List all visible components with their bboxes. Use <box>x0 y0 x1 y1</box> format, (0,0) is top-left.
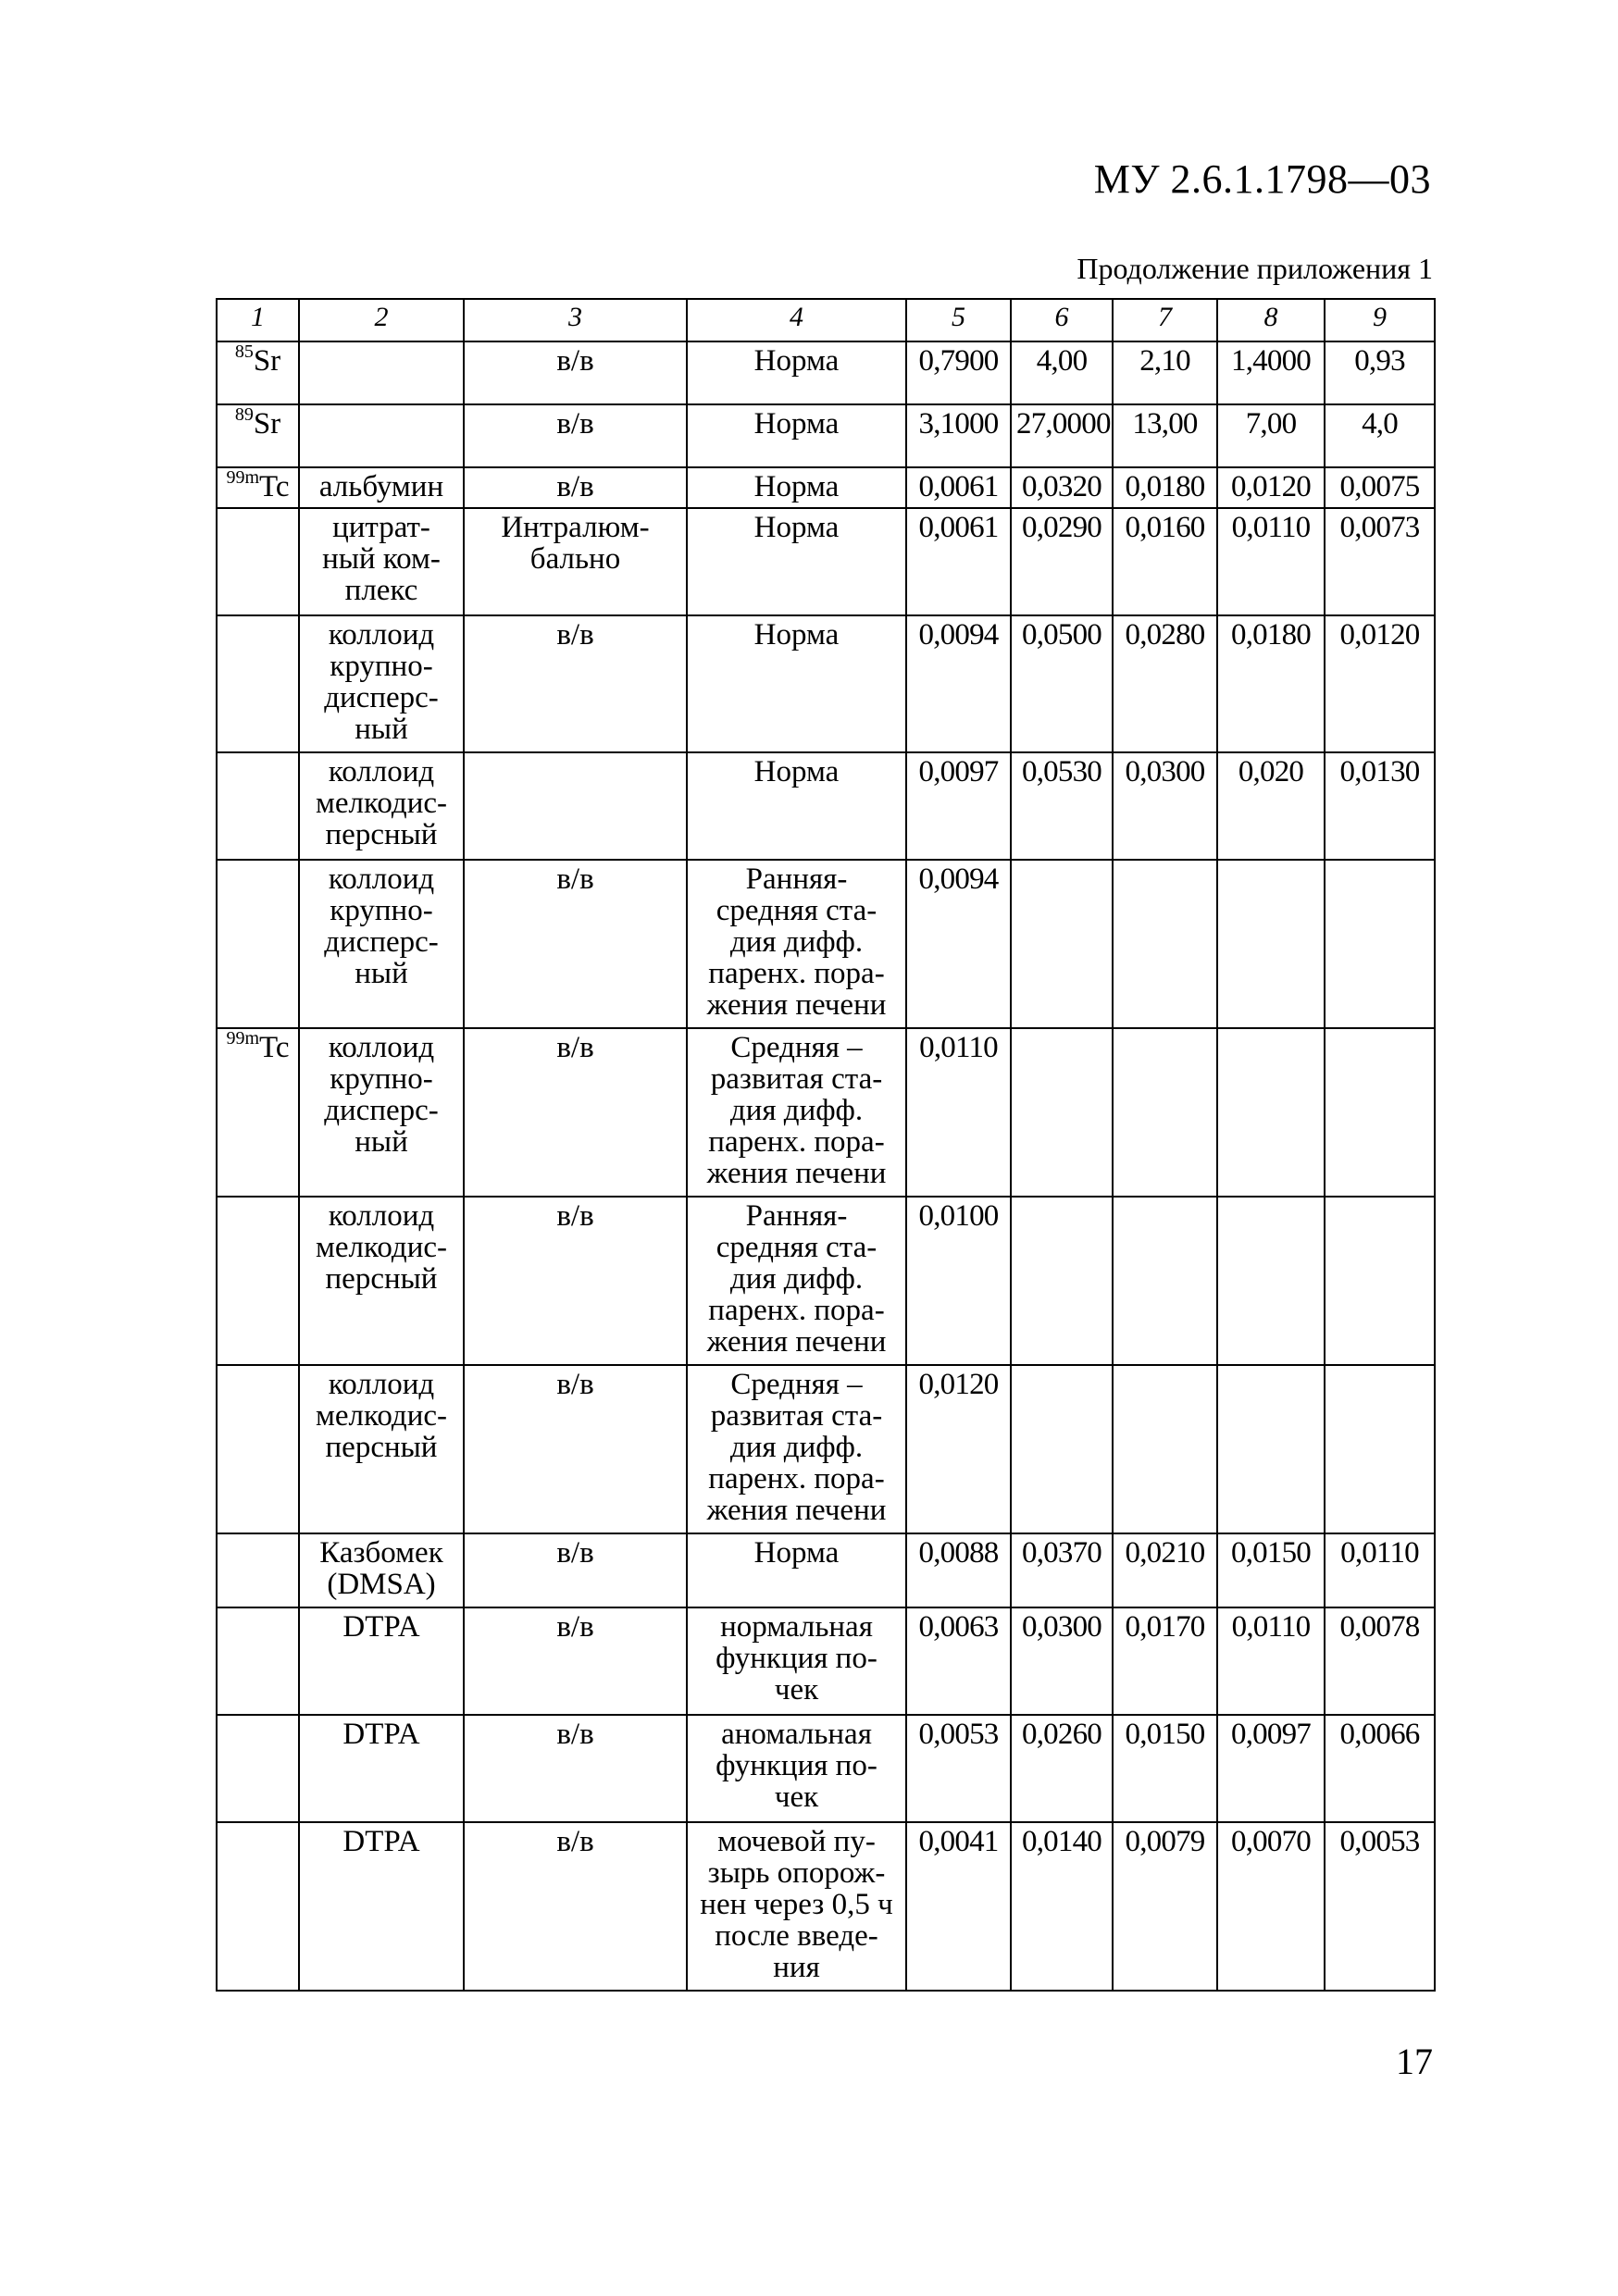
cell-text: цитрат- ный ком- плекс <box>322 511 441 607</box>
value-col7-cell <box>1113 404 1217 467</box>
cell-text: 0,0370 <box>1022 1536 1101 1570</box>
cell-text: 0,0170 <box>1125 1610 1205 1644</box>
cell-text: 27,0000 <box>1016 407 1111 441</box>
cell-text: 0,0094 <box>918 863 999 896</box>
nuclide-mass-number: 89 <box>234 404 254 425</box>
cell-text: коллоид крупно- дисперс- ный <box>324 1031 439 1159</box>
nuclide-cell <box>217 1533 299 1607</box>
table-row <box>217 467 1435 508</box>
cell-text: в/в <box>556 863 594 896</box>
value-col5-cell <box>906 1028 1011 1197</box>
value-col6-cell <box>1011 1533 1113 1607</box>
column-header: 5 <box>906 299 1011 341</box>
cell-text: Норма <box>753 755 840 788</box>
value-col8-cell <box>1217 1028 1325 1197</box>
value-col9-cell <box>1325 404 1435 467</box>
cell-text: 0,0500 <box>1022 618 1101 652</box>
cell-text: нормальная функция по- чек <box>716 1610 877 1706</box>
nuclide-cell <box>217 1607 299 1715</box>
condition-cell <box>687 1028 906 1197</box>
condition-cell <box>687 752 906 860</box>
cell-text: 0,93 <box>1354 344 1405 378</box>
table-row <box>217 341 1435 404</box>
nuclide-cell <box>217 467 299 508</box>
value-col6-cell <box>1011 1028 1113 1197</box>
value-col6-cell <box>1011 1822 1113 1991</box>
value-col6-cell <box>1011 615 1113 752</box>
value-col5-cell <box>906 1607 1011 1715</box>
value-col9-cell <box>1325 752 1435 860</box>
cell-text: коллоид мелкодис- персный <box>316 1199 447 1296</box>
condition-cell <box>687 1715 906 1822</box>
nuclide-cell <box>217 752 299 860</box>
value-col5-cell <box>906 1715 1011 1822</box>
value-col9-cell <box>1325 1197 1435 1365</box>
cell-text: коллоид мелкодис- персный <box>316 755 447 851</box>
value-col5-cell <box>906 404 1011 467</box>
value-col9-cell <box>1325 1715 1435 1822</box>
cell-text: 0,0210 <box>1125 1536 1205 1570</box>
nuclide-symbol: Sr <box>253 344 281 378</box>
table-row <box>217 404 1435 467</box>
value-col6-cell <box>1011 508 1113 615</box>
nuclide-mass-number: 85 <box>234 341 254 362</box>
value-col5-cell <box>906 467 1011 508</box>
nuclide-symbol: Tc <box>259 1031 290 1064</box>
cell-text: коллоид крупно- дисперс- ный <box>324 863 439 990</box>
compound-cell <box>299 1197 464 1365</box>
cell-text: 13,00 <box>1132 407 1198 441</box>
cell-text: 0,0061 <box>918 511 999 544</box>
cell-text: 0,0260 <box>1022 1718 1101 1751</box>
nuclide-cell <box>217 1822 299 1991</box>
column-header: 2 <box>299 299 464 341</box>
cell-text: в/в <box>556 1199 594 1233</box>
value-col9-cell <box>1325 1365 1435 1533</box>
cell-text: Норма <box>753 470 840 503</box>
column-header: 4 <box>687 299 906 341</box>
cell-text: в/в <box>556 1031 594 1064</box>
value-col7-cell <box>1113 615 1217 752</box>
route-cell <box>464 467 687 508</box>
cell-text: 0,0120 <box>1231 470 1311 503</box>
value-col8-cell <box>1217 1365 1325 1533</box>
cell-text: 0,0078 <box>1339 1610 1420 1644</box>
compound-cell <box>299 1533 464 1607</box>
cell-text: 0,0070 <box>1231 1825 1311 1858</box>
condition-cell <box>687 508 906 615</box>
value-col7-cell <box>1113 752 1217 860</box>
value-col7-cell <box>1113 1197 1217 1365</box>
value-col9-cell <box>1325 1533 1435 1607</box>
cell-text: 0,0130 <box>1339 755 1420 788</box>
value-col8-cell <box>1217 1715 1325 1822</box>
cell-text: Средняя – развитая ста- дия дифф. паренх. пора- жения печени <box>706 1368 887 1527</box>
column-header: 9 <box>1325 299 1435 341</box>
compound-cell <box>299 860 464 1028</box>
table-row <box>217 1365 1435 1533</box>
route-cell <box>464 752 687 860</box>
cell-text: 0,0041 <box>918 1825 999 1858</box>
cell-text: Норма <box>753 407 840 441</box>
route-cell <box>464 1365 687 1533</box>
compound-cell <box>299 615 464 752</box>
column-header: 1 <box>217 299 299 341</box>
value-col9-cell <box>1325 467 1435 508</box>
compound-cell <box>299 404 464 467</box>
condition-cell <box>687 1607 906 1715</box>
value-col5-cell <box>906 341 1011 404</box>
value-col6-cell <box>1011 1607 1113 1715</box>
cell-text: 0,0110 <box>919 1031 998 1064</box>
condition-cell <box>687 404 906 467</box>
cell-text: 0,0110 <box>1231 511 1311 544</box>
table-row <box>217 615 1435 752</box>
value-col6-cell <box>1011 1365 1113 1533</box>
cell-text: 0,0180 <box>1125 470 1205 503</box>
cell-text: 4,00 <box>1036 344 1088 378</box>
cell-text: в/в <box>556 618 594 652</box>
table-row <box>217 1822 1435 1991</box>
cell-text: 4,0 <box>1362 407 1398 441</box>
cell-text: в/в <box>556 1368 594 1401</box>
value-col8-cell <box>1217 467 1325 508</box>
cell-text: 0,0053 <box>918 1718 999 1751</box>
value-col7-cell <box>1113 1028 1217 1197</box>
cell-text: Ранняя- средняя ста- дия дифф. паренх. пора- жения печени <box>706 1199 887 1359</box>
condition-cell <box>687 467 906 508</box>
cell-text: Норма <box>753 1536 840 1570</box>
value-col7-cell <box>1113 1715 1217 1822</box>
cell-text: 0,0290 <box>1022 511 1101 544</box>
cell-text: 0,020 <box>1238 755 1304 788</box>
nuclide-cell <box>217 404 299 467</box>
value-col5-cell <box>906 752 1011 860</box>
cell-text: 0,0180 <box>1231 618 1311 652</box>
cell-text: 0,0066 <box>1339 1718 1420 1751</box>
value-col7-cell <box>1113 1607 1217 1715</box>
value-col8-cell <box>1217 1197 1325 1365</box>
value-col6-cell <box>1011 467 1113 508</box>
cell-text: Норма <box>753 618 840 652</box>
cell-text: 0,0110 <box>1340 1536 1419 1570</box>
value-col5-cell <box>906 615 1011 752</box>
cell-text: 0,0530 <box>1022 755 1101 788</box>
compound-cell <box>299 1822 464 1991</box>
cell-text: 0,0150 <box>1125 1718 1205 1751</box>
nuclide-mass-number: 99m <box>226 1028 260 1049</box>
cell-text: 2,10 <box>1139 344 1190 378</box>
cell-text: в/в <box>556 1610 594 1644</box>
cell-text: 0,0100 <box>918 1199 999 1233</box>
cell-text: 0,0280 <box>1125 618 1205 652</box>
value-col8-cell <box>1217 404 1325 467</box>
cell-text: 0,0150 <box>1231 1536 1311 1570</box>
table-row <box>217 1197 1435 1365</box>
cell-text: Интралюм- бально <box>501 511 650 576</box>
condition-cell <box>687 341 906 404</box>
value-col8-cell <box>1217 1607 1325 1715</box>
table-row <box>217 1715 1435 1822</box>
table-row <box>217 508 1435 615</box>
nuclide-symbol: Tc <box>259 470 290 503</box>
value-col9-cell <box>1325 508 1435 615</box>
value-col9-cell <box>1325 1822 1435 1991</box>
column-header: 8 <box>1217 299 1325 341</box>
compound-cell <box>299 508 464 615</box>
cell-text: 0,0094 <box>918 618 999 652</box>
value-col8-cell <box>1217 860 1325 1028</box>
nuclide-symbol: Sr <box>253 407 281 441</box>
cell-text: 0,0110 <box>1231 1610 1311 1644</box>
cell-text: DTPA <box>342 1825 420 1858</box>
value-col8-cell <box>1217 1533 1325 1607</box>
cell-text: 0,0160 <box>1125 511 1205 544</box>
cell-text: 0,0300 <box>1125 755 1205 788</box>
nuclide-cell <box>217 1197 299 1365</box>
cell-text: в/в <box>556 1825 594 1858</box>
value-col9-cell <box>1325 860 1435 1028</box>
value-col6-cell <box>1011 860 1113 1028</box>
nuclide-cell <box>217 860 299 1028</box>
cell-text: 0,0073 <box>1339 511 1420 544</box>
compound-cell <box>299 752 464 860</box>
value-col7-cell <box>1113 467 1217 508</box>
column-header: 7 <box>1113 299 1217 341</box>
value-col8-cell <box>1217 752 1325 860</box>
value-col5-cell <box>906 1197 1011 1365</box>
value-col6-cell <box>1011 1197 1113 1365</box>
condition-cell <box>687 1197 906 1365</box>
nuclide-cell <box>217 1715 299 1822</box>
route-cell <box>464 341 687 404</box>
cell-text: в/в <box>556 344 594 378</box>
value-col9-cell <box>1325 1607 1435 1715</box>
cell-text: Средняя – развитая ста- дия дифф. паренх. пора- жения печени <box>706 1031 887 1190</box>
table-row <box>217 1533 1435 1607</box>
value-col5-cell <box>906 508 1011 615</box>
cell-text: 0,0088 <box>918 1536 999 1570</box>
cell-text: в/в <box>556 470 594 503</box>
route-cell <box>464 404 687 467</box>
appendix-continuation-label: Продолжение приложения 1 <box>1077 252 1433 285</box>
condition-cell <box>687 1365 906 1533</box>
cell-text: Казбомек (DMSA) <box>319 1536 443 1601</box>
condition-cell <box>687 860 906 1028</box>
route-cell <box>464 860 687 1028</box>
cell-text: аномальная функция по- чек <box>716 1718 877 1814</box>
nuclide-cell <box>217 615 299 752</box>
value-col7-cell <box>1113 341 1217 404</box>
nuclide-cell <box>217 508 299 615</box>
cell-text: Ранняя- средняя ста- дия дифф. паренх. пора- жения печени <box>706 863 887 1022</box>
cell-text: 0,0075 <box>1339 470 1420 503</box>
cell-text: 0,7900 <box>918 344 999 378</box>
value-col5-cell <box>906 1822 1011 1991</box>
cell-text: в/в <box>556 1718 594 1751</box>
nuclide-cell <box>217 341 299 404</box>
value-col5-cell <box>906 860 1011 1028</box>
value-col6-cell <box>1011 1715 1113 1822</box>
compound-cell <box>299 467 464 508</box>
document-code: МУ 2.6.1.1798—03 <box>1093 156 1431 202</box>
cell-text: DTPA <box>342 1718 420 1751</box>
compound-cell <box>299 1607 464 1715</box>
value-col7-cell <box>1113 860 1217 1028</box>
value-col8-cell <box>1217 615 1325 752</box>
cell-text: 0,0320 <box>1022 470 1101 503</box>
value-col6-cell <box>1011 404 1113 467</box>
route-cell <box>464 1607 687 1715</box>
cell-text: коллоид крупно- дисперс- ный <box>324 618 439 746</box>
route-cell <box>464 1715 687 1822</box>
value-col9-cell <box>1325 341 1435 404</box>
cell-text: 0,0097 <box>1231 1718 1311 1751</box>
compound-cell <box>299 1365 464 1533</box>
nuclide-mass-number: 99m <box>226 467 260 488</box>
compound-cell <box>299 1028 464 1197</box>
cell-text: 7,00 <box>1245 407 1297 441</box>
table-row <box>217 1028 1435 1197</box>
value-col5-cell <box>906 1533 1011 1607</box>
cell-text: 0,0061 <box>918 470 999 503</box>
cell-text: 0,0120 <box>1339 618 1420 652</box>
route-cell <box>464 1822 687 1991</box>
cell-text: коллоид мелкодис- персный <box>316 1368 447 1464</box>
cell-text: 0,0079 <box>1125 1825 1205 1858</box>
route-cell <box>464 508 687 615</box>
condition-cell <box>687 1533 906 1607</box>
value-col7-cell <box>1113 1822 1217 1991</box>
cell-text: альбумин <box>318 470 444 503</box>
value-col7-cell <box>1113 1533 1217 1607</box>
column-header: 3 <box>464 299 687 341</box>
value-col8-cell <box>1217 341 1325 404</box>
route-cell <box>464 1197 687 1365</box>
page-number: 17 <box>1396 2041 1433 2082</box>
value-col8-cell <box>1217 1822 1325 1991</box>
nuclide-cell <box>217 1365 299 1533</box>
value-col9-cell <box>1325 1028 1435 1197</box>
cell-text: 0,0140 <box>1022 1825 1101 1858</box>
cell-text: 0,0120 <box>918 1368 999 1401</box>
cell-text: 1,4000 <box>1231 344 1311 378</box>
value-col5-cell <box>906 1365 1011 1533</box>
cell-text: 3,1000 <box>918 407 999 441</box>
cell-text: 0,0053 <box>1339 1825 1420 1858</box>
value-col7-cell <box>1113 508 1217 615</box>
nuclide-cell <box>217 1028 299 1197</box>
condition-cell <box>687 615 906 752</box>
cell-text: 0,0063 <box>918 1610 999 1644</box>
table-row <box>217 752 1435 860</box>
condition-cell <box>687 1822 906 1991</box>
compound-cell <box>299 341 464 404</box>
route-cell <box>464 615 687 752</box>
route-cell <box>464 1028 687 1197</box>
value-col9-cell <box>1325 615 1435 752</box>
cell-text: Норма <box>753 344 840 378</box>
table-row <box>217 1607 1435 1715</box>
cell-text: DTPA <box>342 1610 420 1644</box>
value-col6-cell <box>1011 341 1113 404</box>
table-row <box>217 860 1435 1028</box>
value-col7-cell <box>1113 1365 1217 1533</box>
dose-coefficients-table <box>216 298 1436 1992</box>
value-col8-cell <box>1217 508 1325 615</box>
cell-text: в/в <box>556 1536 594 1570</box>
cell-text: в/в <box>556 407 594 441</box>
value-col6-cell <box>1011 752 1113 860</box>
compound-cell <box>299 1715 464 1822</box>
cell-text: мочевой пу- зырь опорож- нен через 0,5 ч после введе- ния <box>700 1825 893 1984</box>
cell-text: 0,0097 <box>918 755 999 788</box>
column-header: 6 <box>1011 299 1113 341</box>
route-cell <box>464 1533 687 1607</box>
cell-text: Норма <box>753 511 840 544</box>
cell-text: 0,0300 <box>1022 1610 1101 1644</box>
column-number-header-row <box>217 299 1435 341</box>
